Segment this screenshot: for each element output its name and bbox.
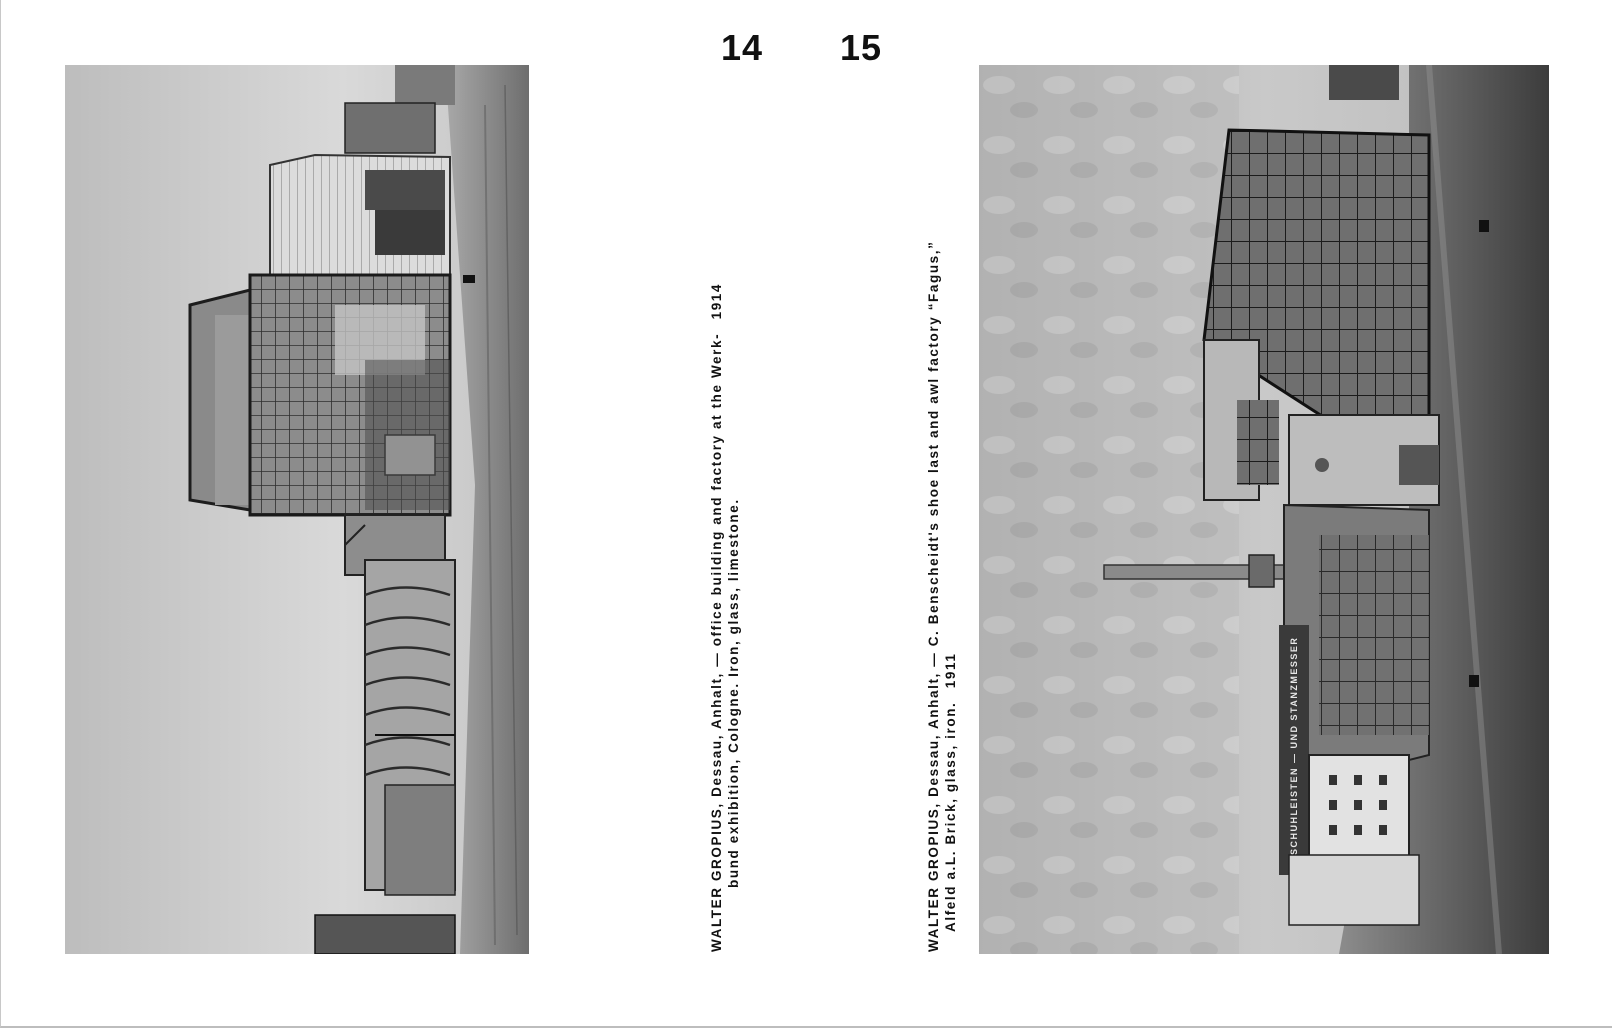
- caption-14-line-2: [725, 192, 742, 952]
- caption-15-line-1: [925, 92, 942, 952]
- werkbund-building-illustration: [65, 65, 529, 954]
- caption-15-text-2: Alfeld a.L. Brick, glass, iron.: [943, 701, 958, 932]
- caption-14-architect: WALTER GROPIUS,: [709, 802, 724, 952]
- caption-14-year: 1914: [709, 282, 724, 320]
- caption-15-text-1: Dessau, Anhalt, — C. Benscheidt's shoe last and awl factory “Fagus,”: [926, 240, 941, 797]
- caption-14-text-2: bund exhibition, Cologne. Iron, glass, limestone.: [726, 498, 741, 888]
- page-number-left: 14: [721, 27, 764, 68]
- caption-14-text-1: Dessau, Anhalt, — office building and factory at the Werk-: [709, 332, 724, 797]
- caption-page-15: [925, 92, 959, 952]
- factory-sign-text: SCHUHLEISTEN — UND STANZMESSER: [1289, 636, 1299, 855]
- caption-14-line-1: [708, 192, 725, 952]
- caption-15-line-2: [942, 92, 959, 952]
- fagus-factory-illustration: [979, 65, 1549, 954]
- caption-15-architect: WALTER GROPIUS,: [926, 802, 941, 952]
- caption-page-14: [708, 192, 742, 952]
- caption-15-year: 1911: [943, 652, 958, 689]
- photo-fagus-factory: [979, 65, 1549, 954]
- photo-werkbund-office-building: [65, 65, 529, 954]
- page-number-right: 15: [840, 27, 883, 68]
